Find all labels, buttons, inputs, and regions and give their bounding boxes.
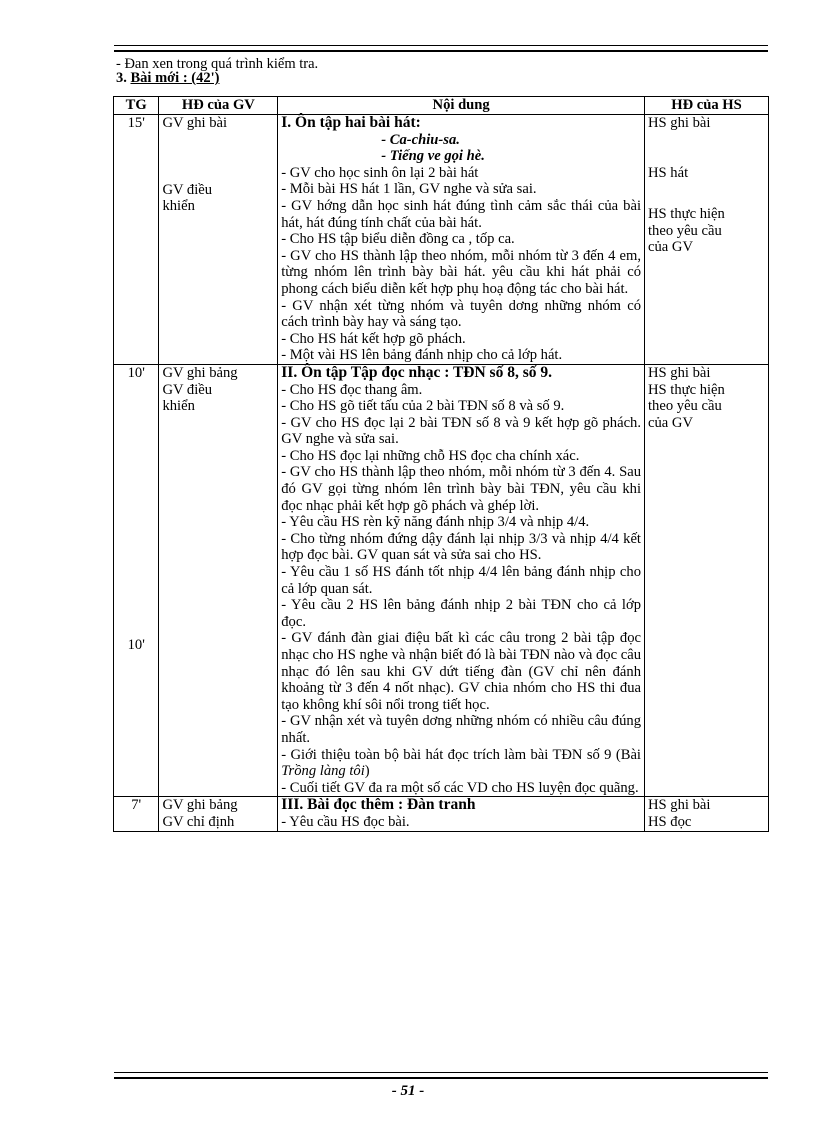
hs-line: HS thực hiện [648,381,725,398]
intro-text-end: ) [364,763,370,780]
song-title: - Tiếng ve gọi hè. [381,148,485,165]
content-line: - Cho HS gõ tiết tấu của 2 bài TĐN số 8 và số 9. [281,398,565,415]
section-heading-text: Bài mới : (42') [130,70,220,86]
gv-line: khiển [162,198,195,215]
bottom-rule-1 [114,1072,768,1073]
gv-line: GV điều [162,181,213,198]
time-value: 10' [127,636,145,653]
intro-line: - Đan xen trong quá trình kiểm tra. [116,56,319,72]
content-line: - Cho từng nhóm đứng dậy đánh lại nhịp 3/3 và nhịp 4/4 kết hợp đọc bài. GV quan sát và sửa sai cho HS. [281,530,641,564]
song-title: - Ca-chiu-sa. [381,131,460,148]
content-line: - GV đánh đàn giai điệu bất kì các câu trong 2 bài tập đọc nhạc cho HS nghe và nhận biết đó là bài TĐN nào và đọc câu nhạc đó lên sau khi GV dứt tiếng đàn (GV chỉ nên đánh khoảng từ 3 đến 4 nốt nhạc). GV chia nhóm cho HS thi đua tạo không khí sôi nổi trong tiết học. [281,630,641,713]
content-line: - Một vài HS lên bảng đánh nhịp cho cả lớp hát. [281,347,563,364]
content-line: - Cho HS tập biểu diễn đồng ca , tốp ca. [281,231,515,248]
content-line: - GV cho HS thành lập theo nhóm, mỗi nhóm từ 3 đến 4 em, từng nhóm lên trình bày bài hát. yêu cầu khi hát phải có phong cách biểu diễn kết hợp phụ hoạ động tác cho bài hát. [281,247,641,297]
cell-tg [114,115,159,365]
table-row [114,797,769,831]
content-line: - GV nhận xét và tuyên dơng những nhóm có nhiều câu đúng nhất. [281,713,641,746]
bottom-rule-2 [114,1077,768,1079]
cell-hs [645,797,769,831]
content-line: - Cho HS hát kết hợp gõ phách. [281,330,466,347]
cell-tg [114,364,159,796]
song-name: Trồng làng tôi [281,763,365,780]
section-title: III. Bài đọc thêm : Đàn tranh [281,796,476,814]
hs-line: HS thực hiện [648,206,725,223]
hs-line: HS ghi bài [648,797,711,814]
hs-line: của GV [648,414,693,431]
top-rule-2 [114,50,768,52]
hs-line: HS hát [648,164,689,181]
content-line: - Mỗi bài HS hát 1 lần, GV nghe và sửa sai. [281,181,537,198]
content-line: - Yêu cầu HS đọc bài. [281,813,410,830]
gv-line: GV ghi bài [162,115,228,131]
table-row [114,364,769,796]
intro-block [116,57,318,85]
cell-content [278,115,645,365]
table-row [114,115,769,365]
content-line [281,747,641,780]
table-header-row [114,97,769,115]
content-line: - GV cho HS thành lập theo nhóm, mỗi nhóm từ 3 đến 4. Sau đó GV gọi từng nhóm lên trình bày bài TĐN, yêu cầu khi đọc nhạc phải kết hợp gõ phách và ghép lời. [281,464,641,514]
hs-line: theo yêu cầu [648,222,722,239]
time-value: 10' [127,364,145,381]
gv-line: khiển [162,398,195,415]
content-line: - GV cho HS đọc lại 2 bài TĐN số 8 và 9 kết hợp gõ phách. GV nghe và sửa sai. [281,414,641,448]
cell-gv [159,797,278,831]
content-line: - Yêu cầu 1 số HS đánh tốt nhịp 4/4 lên bảng đánh nhịp cho cả lớp quan sát. [281,564,641,597]
content-line: - Cuối tiết GV đa ra một số các VD cho HS luyện đọc quãng. [281,779,639,796]
hs-line: HS ghi bài [648,115,711,131]
cell-gv [159,364,278,796]
hs-line: HS ghi bài [648,364,711,381]
section-title: I. Ôn tập hai bài hát: [281,114,421,131]
content-line: - GV hớng dẫn học sinh hát đúng tình cảm sắc thái của bài hát, hát đúng tính chất của bài hát. [281,197,641,231]
content-line: - GV cho học sinh ôn lại 2 bài hát [281,164,479,181]
cell-content [278,797,645,831]
header-gv: HĐ của GV [159,97,278,115]
gv-line: GV điều [162,381,213,398]
cell-hs [645,115,769,365]
page-number: - 51 - [391,1083,425,1099]
time-value: 7' [131,797,142,814]
cell-tg [114,797,159,831]
hs-line: HS đọc [648,813,692,830]
content-line: - GV nhận xét từng nhóm và tuyên dơng những nhóm có cách trình bày hay và sáng tạo. [281,297,641,331]
gv-line: GV chỉ định [162,813,235,830]
section-heading-number: 3. [116,70,131,86]
time-value: 15' [127,115,145,131]
gv-line: GV ghi bảng [162,364,238,381]
content-line: - Cho HS đọc lại những chỗ HS đọc cha chính xác. [281,447,580,464]
section-heading [116,71,318,85]
header-tg: TG [114,97,159,115]
lesson-table [113,96,769,832]
hs-line: của GV [648,239,693,256]
top-rule-1 [114,45,768,46]
content-line: - Yêu cầu 2 HS lên bảng đánh nhịp 2 bài TĐN cho cả lớp đọc. [281,597,641,630]
gv-line: GV ghi bảng [162,797,238,814]
section-title: II. Ôn tập Tập đọc nhạc : TĐN số 8, số 9. [281,363,552,381]
content-line: - Yêu cầu HS rèn kỹ năng đánh nhịp 3/4 và nhịp 4/4. [281,514,590,531]
hs-line: theo yêu cầu [648,398,722,415]
header-hs: HĐ của HS [645,97,769,115]
content-line: - Cho HS đọc thang âm. [281,381,423,398]
cell-content [278,364,645,796]
cell-hs [645,364,769,796]
intro-text: - Giới thiệu toàn bộ bài hát đọc trích làm bài TĐN số 9 (Bài [281,746,641,763]
header-nd: Nội dung [278,97,645,115]
cell-gv [159,115,278,365]
